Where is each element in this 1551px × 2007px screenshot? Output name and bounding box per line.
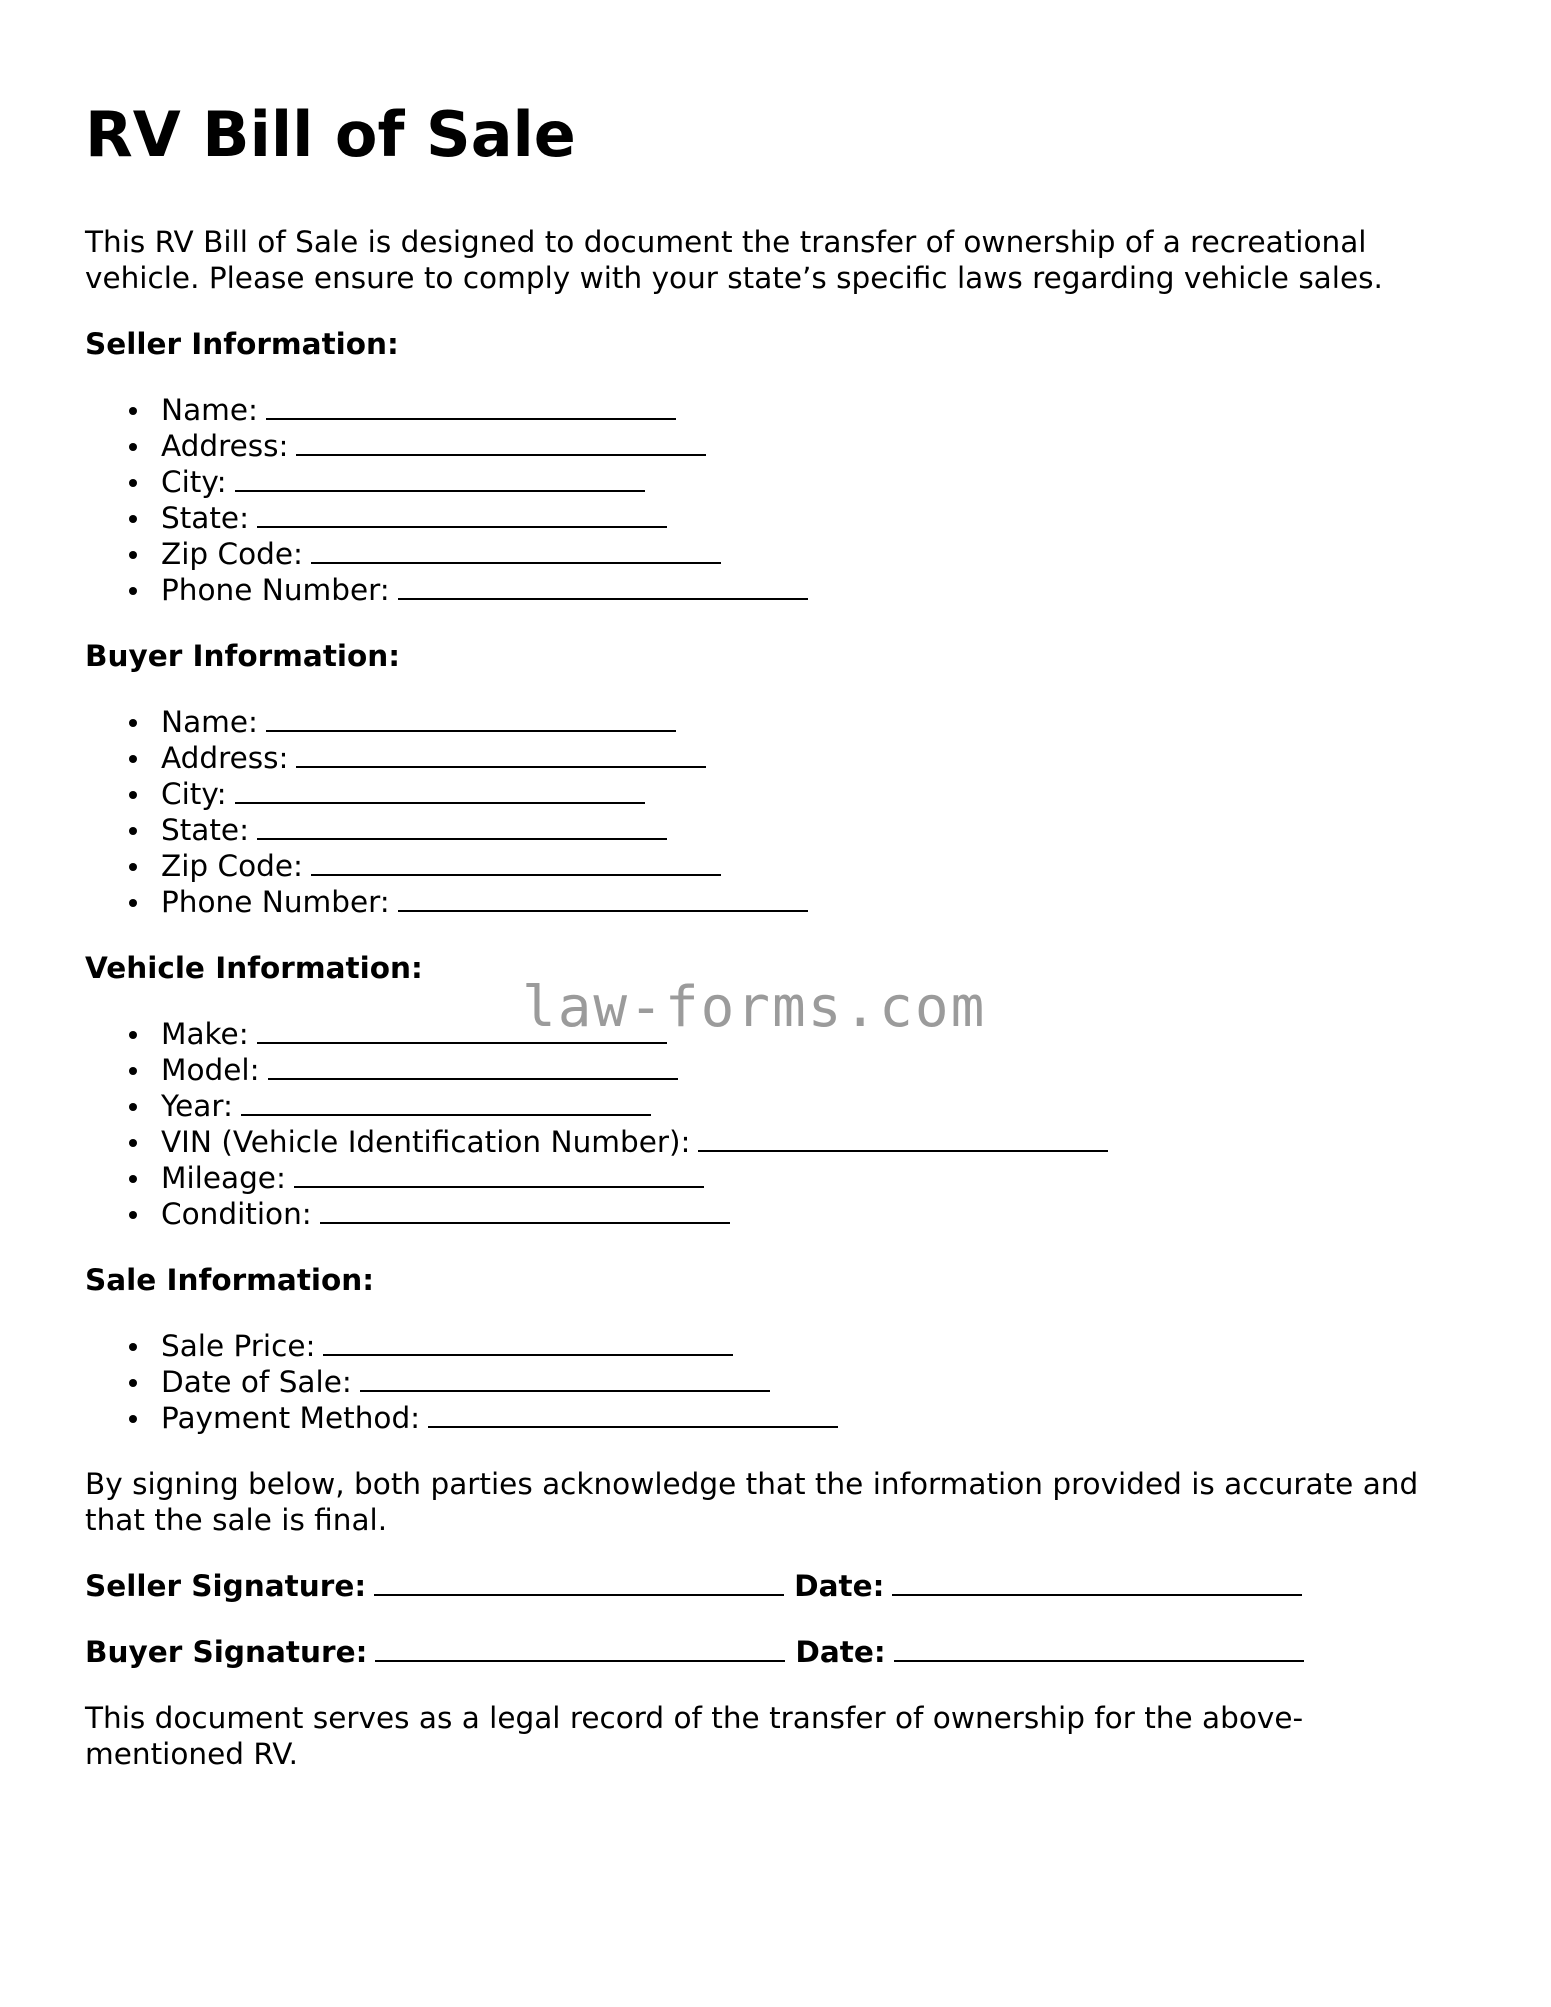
field-label: City: [161,465,227,499]
seller-signature-blank[interactable] [374,1570,784,1596]
field-label: City: [161,777,227,811]
buyer-date-blank[interactable] [894,1636,1304,1662]
fill-in-blank[interactable] [320,1198,730,1224]
list-item [85,884,808,920]
watermark-text: law-forms.com [522,975,987,1040]
list-item [85,536,808,572]
field-label: Date of Sale: [161,1365,352,1399]
fill-in-blank[interactable] [398,574,808,600]
seller-signature-label: Seller Signature: [85,1569,367,1603]
field-label: Phone Number: [161,573,390,607]
field-label: Name: [161,705,258,739]
list-item [85,776,808,812]
field-label: Address: [161,741,289,775]
closing-paragraph [85,1700,1303,1772]
buyer-signature-line [85,1634,1314,1670]
list-item [85,428,808,464]
sale-field-list [85,1328,838,1436]
field-label: Payment Method: [161,1401,421,1435]
field-label: State: [161,813,250,847]
fill-in-blank[interactable] [296,742,706,768]
vehicle-field-list [85,1016,1108,1232]
acknowledgement-paragraph [85,1466,1418,1538]
fill-in-blank[interactable] [398,886,808,912]
field-label: Zip Code: [161,849,303,883]
buyer-signature-label: Buyer Signature: [85,1635,368,1669]
list-item [85,464,808,500]
fill-in-blank[interactable] [268,1054,678,1080]
list-item [85,500,808,536]
seller-field-list [85,392,808,608]
field-label: Condition: [161,1197,312,1231]
list-item [85,1088,1108,1124]
field-label: Make: [161,1017,249,1051]
acknowledgement-line-1: By signing below, both parties acknowledge that the information provided is accurate and [85,1467,1419,1501]
list-item [85,740,808,776]
document-title: RV Bill of Sale [85,98,576,171]
fill-in-blank[interactable] [266,394,676,420]
fill-in-blank[interactable] [428,1402,838,1428]
fill-in-blank[interactable] [294,1162,704,1188]
closing-line-2: mentioned RV. [85,1737,298,1771]
list-item [85,1400,838,1436]
field-label: VIN (Vehicle Identification Number): [161,1125,691,1159]
sale-heading: Sale Information: [85,1263,375,1297]
list-item [85,1052,1108,1088]
seller-date-blank[interactable] [892,1570,1302,1596]
vehicle-heading: Vehicle Information: [85,951,423,985]
fill-in-blank[interactable] [698,1126,1108,1152]
fill-in-blank[interactable] [323,1330,733,1356]
field-label: Mileage: [161,1161,286,1195]
fill-in-blank[interactable] [257,502,667,528]
buyer-heading: Buyer Information: [85,639,401,673]
field-label: Model: [161,1053,260,1087]
field-label: Sale Price: [161,1329,316,1363]
fill-in-blank[interactable] [311,850,721,876]
seller-date-label: Date: [794,1569,885,1603]
field-label: Zip Code: [161,537,303,571]
field-label: Phone Number: [161,885,390,919]
list-item [85,572,808,608]
field-label: State: [161,501,250,535]
fill-in-blank[interactable] [360,1366,770,1392]
fill-in-blank[interactable] [235,466,645,492]
buyer-signature-blank[interactable] [375,1636,785,1662]
field-label: Address: [161,429,289,463]
fill-in-blank[interactable] [235,778,645,804]
field-label: Name: [161,393,258,427]
fill-in-blank[interactable] [257,814,667,840]
fill-in-blank[interactable] [241,1090,651,1116]
seller-signature-line [85,1568,1312,1604]
list-item [85,1196,1108,1232]
buyer-field-list [85,704,808,920]
closing-line-1: This document serves as a legal record of the transfer of ownership for the above- [85,1701,1304,1735]
list-item [85,812,808,848]
intro-line-2: vehicle. Please ensure to comply with your state’s specific laws regarding vehicle sales. [85,261,1383,295]
list-item [85,392,808,428]
buyer-date-label: Date: [795,1635,886,1669]
list-item [85,1328,838,1364]
fill-in-blank[interactable] [296,430,706,456]
acknowledgement-line-2: that the sale is final. [85,1503,388,1537]
list-item [85,704,808,740]
intro-paragraph [85,224,1383,296]
list-item [85,1364,838,1400]
intro-line-1: This RV Bill of Sale is designed to document the transfer of ownership of a recreational [85,225,1367,259]
fill-in-blank[interactable] [311,538,721,564]
list-item [85,1124,1108,1160]
fill-in-blank[interactable] [266,706,676,732]
seller-heading: Seller Information: [85,327,399,361]
list-item [85,1160,1108,1196]
list-item [85,848,808,884]
field-label: Year: [161,1089,233,1123]
